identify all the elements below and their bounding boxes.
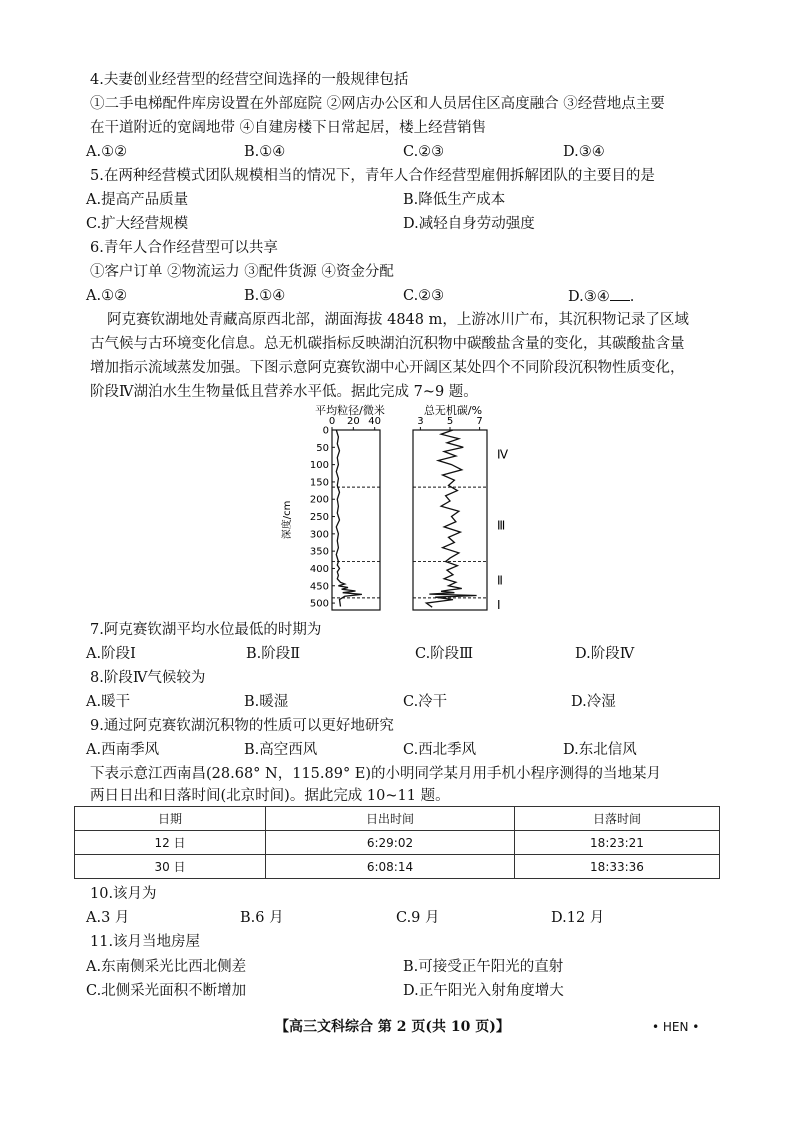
carbon-x-tick-label: 7 <box>476 416 483 427</box>
carbon-x-tick-label: 3 <box>417 416 424 427</box>
table-cell: 12 日 <box>75 831 266 855</box>
q5-stem: 5.在两种经营模式团队规模相当的情况下，青年人合作经营型雇佣拆解团队的主要目的是 <box>90 168 655 184</box>
q9-option-b: B.高空西风 <box>244 742 318 758</box>
passage1-line1: 阿克赛钦湖地处青藏高原西北部，湖面海拔 4848 m，上游冰川广布，其沉积物记录了区域 <box>107 312 689 328</box>
q6-stem: 6.青年人合作经营型可以共享 <box>90 240 278 256</box>
q7-option-b: B.阶段Ⅱ <box>246 646 301 662</box>
q7-option-a: A.阶段Ⅰ <box>86 646 136 662</box>
sunrise-sunset-table <box>74 806 720 879</box>
table-cell: 18:33:36 <box>515 855 720 879</box>
q7-option-d: D.阶段Ⅳ <box>575 646 635 662</box>
q11-option-b: B.可接受正午阳光的直射 <box>403 959 564 975</box>
q4-option-d: D.③④ <box>563 144 605 160</box>
sediment-figure <box>280 400 520 615</box>
grain-size-y-tick-label: 150 <box>309 477 329 489</box>
grain-size-x-tick-label: 0 <box>328 416 336 427</box>
grain-size-y-tick-label: 450 <box>309 581 329 593</box>
grain-size-y-tick-label: 400 <box>309 563 329 575</box>
q8-option-d: D.冷湿 <box>571 694 616 710</box>
q6-option-d-text: D.③④ <box>568 289 610 305</box>
grain-size-y-tick-label: 500 <box>309 598 329 610</box>
q4-items-line2: 在干道附近的宽阔地带 ④自建房楼下日常起居，楼上经营销售 <box>90 120 487 136</box>
grain-size-y-tick-label: 200 <box>309 494 329 506</box>
footer-code: • HEN • <box>652 1020 700 1034</box>
q10-stem: 10.该月为 <box>90 886 157 902</box>
table-cell: 18:23:21 <box>515 831 720 855</box>
page-footer: 【高三文科综合 第 2 页(共 10 页)】 <box>275 1019 510 1035</box>
q5-option-c: C.扩大经营规模 <box>86 216 189 232</box>
q11-stem: 11.该月当地房屋 <box>90 934 201 950</box>
q8-option-a: A.暖干 <box>86 694 131 710</box>
carbon-title: 总无机碳/% <box>423 404 483 417</box>
q6-option-a: A.①② <box>86 288 128 304</box>
q5-option-a: A.提高产品质量 <box>86 192 189 208</box>
q10-option-b: B.6 月 <box>240 910 284 926</box>
passage2-line2: 两日日出和日落时间(北京时间)。据此完成 10~11 题。 <box>90 788 450 804</box>
passage1-line3: 增加指示流域蒸发加强。下图示意阿克赛钦湖中心开阔区某处四个不同阶段沉积物性质变化， <box>90 360 685 376</box>
q4-option-b: B.①④ <box>244 144 286 160</box>
carbon-stage-label: Ⅳ <box>497 447 509 462</box>
grain-size-series-line <box>336 430 362 607</box>
table-header-row <box>75 807 720 831</box>
q4-stem: 4.夫妻创业经营型的经营空间选择的一般规律包括 <box>90 72 409 88</box>
q4-option-a: A.①② <box>86 144 128 160</box>
table-row <box>75 831 720 855</box>
table-row <box>75 855 720 879</box>
passage1-line4: 阶段Ⅳ湖泊水生生物量低且营养水平低。据此完成 7~9 题。 <box>90 384 478 400</box>
q9-option-c: C.西北季风 <box>403 742 477 758</box>
grain-size-panel <box>310 416 381 610</box>
carbon-stage-label: Ⅲ <box>497 518 506 533</box>
q6-option-d-tail: . <box>629 289 635 305</box>
carbon-panel <box>413 416 508 612</box>
grain-size-y-tick-label: 50 <box>316 442 329 454</box>
grain-size-y-tick-label: 100 <box>309 460 329 472</box>
q8-option-c: C.冷干 <box>403 694 448 710</box>
q11-option-d: D.正午阳光入射角度增大 <box>403 983 564 999</box>
q6-option-d <box>568 286 634 307</box>
q5-option-b: B.降低生产成本 <box>403 192 506 208</box>
q6-option-c: C.②③ <box>403 288 445 304</box>
q6-items: ①客户订单 ②物流运力 ③配件货源 ④资金分配 <box>90 264 394 280</box>
grain-size-title: 平均粒径/微米 <box>315 404 385 417</box>
q6-answer-blank <box>610 286 630 301</box>
q4-option-c: C.②③ <box>403 144 445 160</box>
passage1-line2: 古气候与古环境变化信息。总无机碳指标反映湖泊沉积物中碳酸盐含量的变化，其碳酸盐含量 <box>90 336 685 352</box>
q7-stem: 7.阿克赛钦湖平均水位最低的时期为 <box>90 622 322 638</box>
q10-option-a: A.3 月 <box>86 910 130 926</box>
carbon-series-line <box>426 430 476 607</box>
table-header-sunset: 日落时间 <box>515 807 720 831</box>
grain-size-y-tick-label: 300 <box>309 529 329 541</box>
table-cell: 30 日 <box>75 855 266 879</box>
grain-size-y-tick-label: 350 <box>309 546 329 558</box>
table-cell: 6:08:14 <box>266 855 515 879</box>
q6-option-b: B.①④ <box>244 288 286 304</box>
carbon-stage-label: Ⅰ <box>497 597 501 612</box>
grain-size-y-tick-label: 250 <box>309 512 329 524</box>
grain-size-x-tick-label: 40 <box>368 416 382 427</box>
depth-axis-label: 深度/cm <box>282 500 293 540</box>
q8-option-b: B.暖湿 <box>244 694 289 710</box>
q9-option-a: A.西南季风 <box>86 742 160 758</box>
table-cell: 6:29:02 <box>266 831 515 855</box>
q8-stem: 8.阶段Ⅳ气候较为 <box>90 670 206 686</box>
carbon-x-tick-label: 5 <box>446 416 454 427</box>
grain-size-x-tick-label: 20 <box>346 416 360 427</box>
grain-size-y-tick-label: 0 <box>322 425 329 437</box>
q9-option-d: D.东北信风 <box>563 742 637 758</box>
q7-option-c: C.阶段Ⅲ <box>415 646 474 662</box>
passage2-line1: 下表示意江西南昌(28.68° N，115.89° E)的小明同学某月用手机小程序测得的当地某月 <box>90 766 662 782</box>
q10-option-c: C.9 月 <box>396 910 440 926</box>
q9-stem: 9.通过阿克赛钦湖沉积物的性质可以更好地研究 <box>90 718 394 734</box>
q11-option-a: A.东南侧采光比西北侧差 <box>86 959 247 975</box>
q4-items-line1: ①二手电梯配件库房设置在外部庭院 ②网店办公区和人员居住区高度融合 ③经营地点主要 <box>90 96 665 112</box>
table-header-date: 日期 <box>75 807 266 831</box>
q10-option-d: D.12 月 <box>551 910 605 926</box>
q11-option-c: C.北侧采光面积不断增加 <box>86 983 247 999</box>
table-header-sunrise: 日出时间 <box>266 807 515 831</box>
q5-option-d: D.减轻自身劳动强度 <box>403 216 535 232</box>
carbon-stage-label: Ⅱ <box>497 573 503 588</box>
